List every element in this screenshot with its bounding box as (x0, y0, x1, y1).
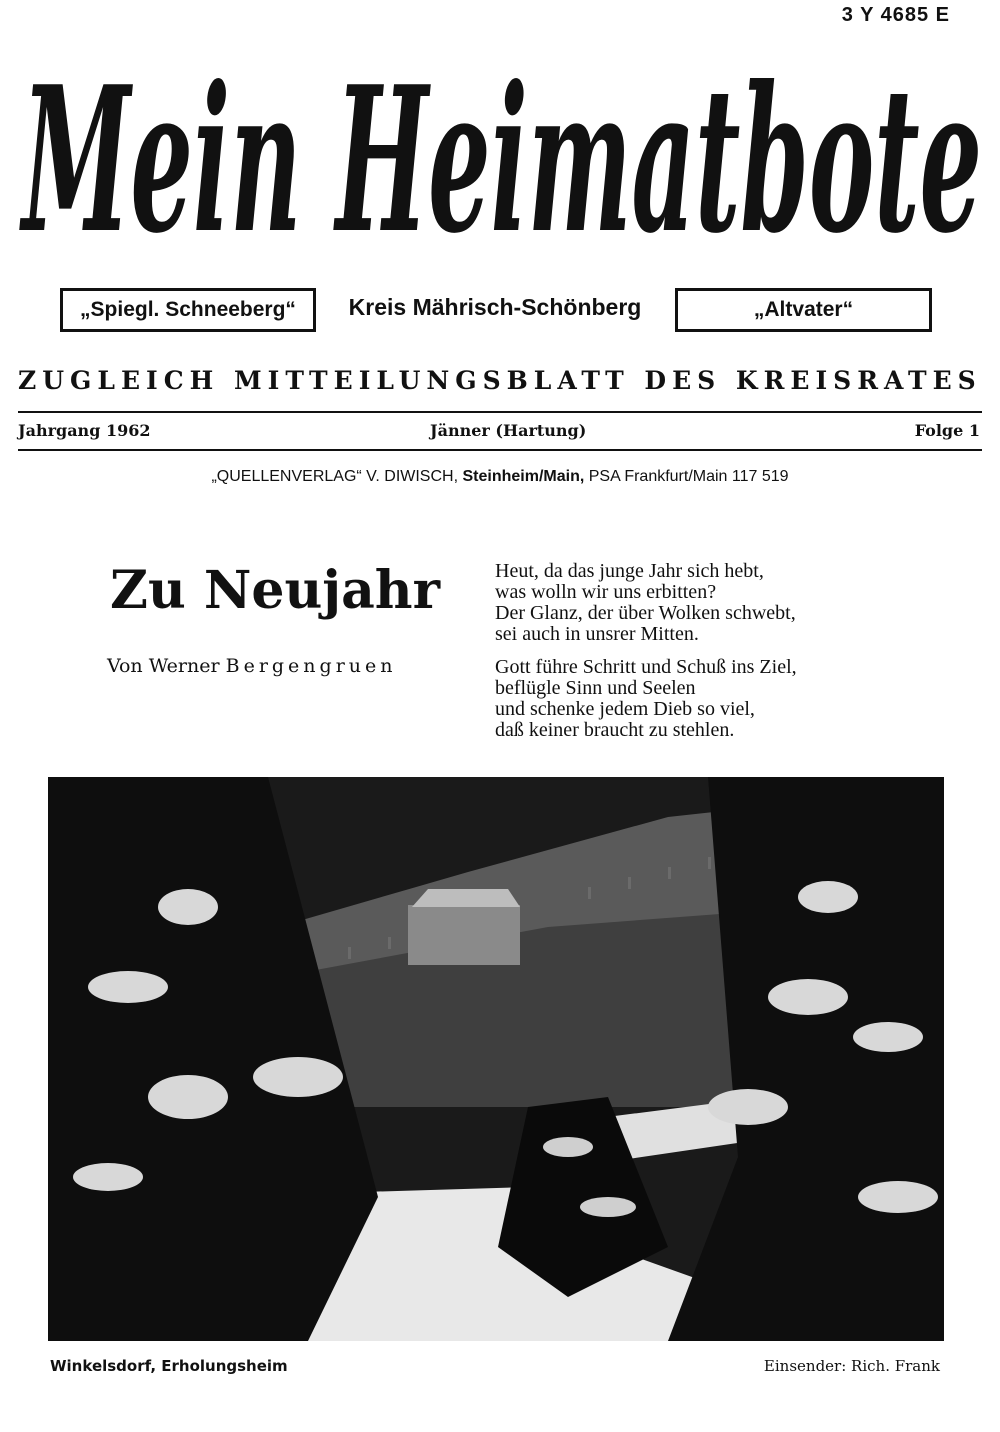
region-row (60, 288, 932, 336)
publisher-name: „QUELLENVERLAG“ V. DIWISCH, (211, 468, 459, 485)
publisher-line (0, 468, 1000, 486)
issue-code: 3 Y 4685 E (841, 4, 950, 26)
publisher-place: Steinheim/Main, (462, 468, 585, 485)
poem-line: Der Glanz, der über Wolken schwebt, (495, 602, 796, 624)
issue-number: Folge 1 (914, 421, 980, 440)
region-box-left: „Spiegl. Schneeberg“ (60, 288, 316, 332)
volume-label: Jahrgang 1962 (18, 421, 151, 440)
poem-line: sei auch in unsrer Mitten. (495, 623, 699, 645)
masthead-title (10, 40, 995, 275)
month-label: Jänner (Hartung) (430, 421, 587, 440)
masthead-title-text: Mein Heimatbote (19, 43, 982, 275)
poem-line: beflügle Sinn und Seelen (495, 677, 696, 699)
author-prefix: Von Werner (107, 655, 220, 677)
publisher-account: PSA Frankfurt/Main 117 519 (588, 468, 789, 485)
photo-caption: Winkelsdorf, Erholungsheim (50, 1357, 288, 1375)
poem-stanza-1 (495, 561, 955, 645)
poem-stanza-2 (495, 657, 955, 741)
poem-line: Heut, da das junge Jahr sich hebt, (495, 560, 764, 582)
poem-line: Gott führe Schritt und Schuß ins Ziel, (495, 656, 797, 678)
rule-bottom (18, 449, 982, 451)
photo-credit: Einsender: Rich. Frank (763, 1357, 940, 1375)
poem-line: was wolln wir uns erbitten? (495, 581, 717, 603)
poem-line: daß keiner braucht zu stehlen. (495, 719, 735, 741)
district-label: Kreis Mährisch-Schönberg (348, 294, 642, 320)
winter-photo (48, 777, 944, 1341)
author-name: Bergengruen (225, 655, 397, 677)
masthead-subtitle: ZUGLEICH MITTEILUNGSBLATT DES KREISRATES (18, 366, 982, 395)
poem-line: und schenke jedem Dieb so viel, (495, 698, 755, 720)
issue-dateline (18, 421, 982, 445)
rule-top (18, 411, 982, 413)
poem-author (107, 655, 397, 677)
poem-title: Zu Neujahr (110, 560, 441, 621)
region-box-right: „Altvater“ (675, 288, 932, 332)
